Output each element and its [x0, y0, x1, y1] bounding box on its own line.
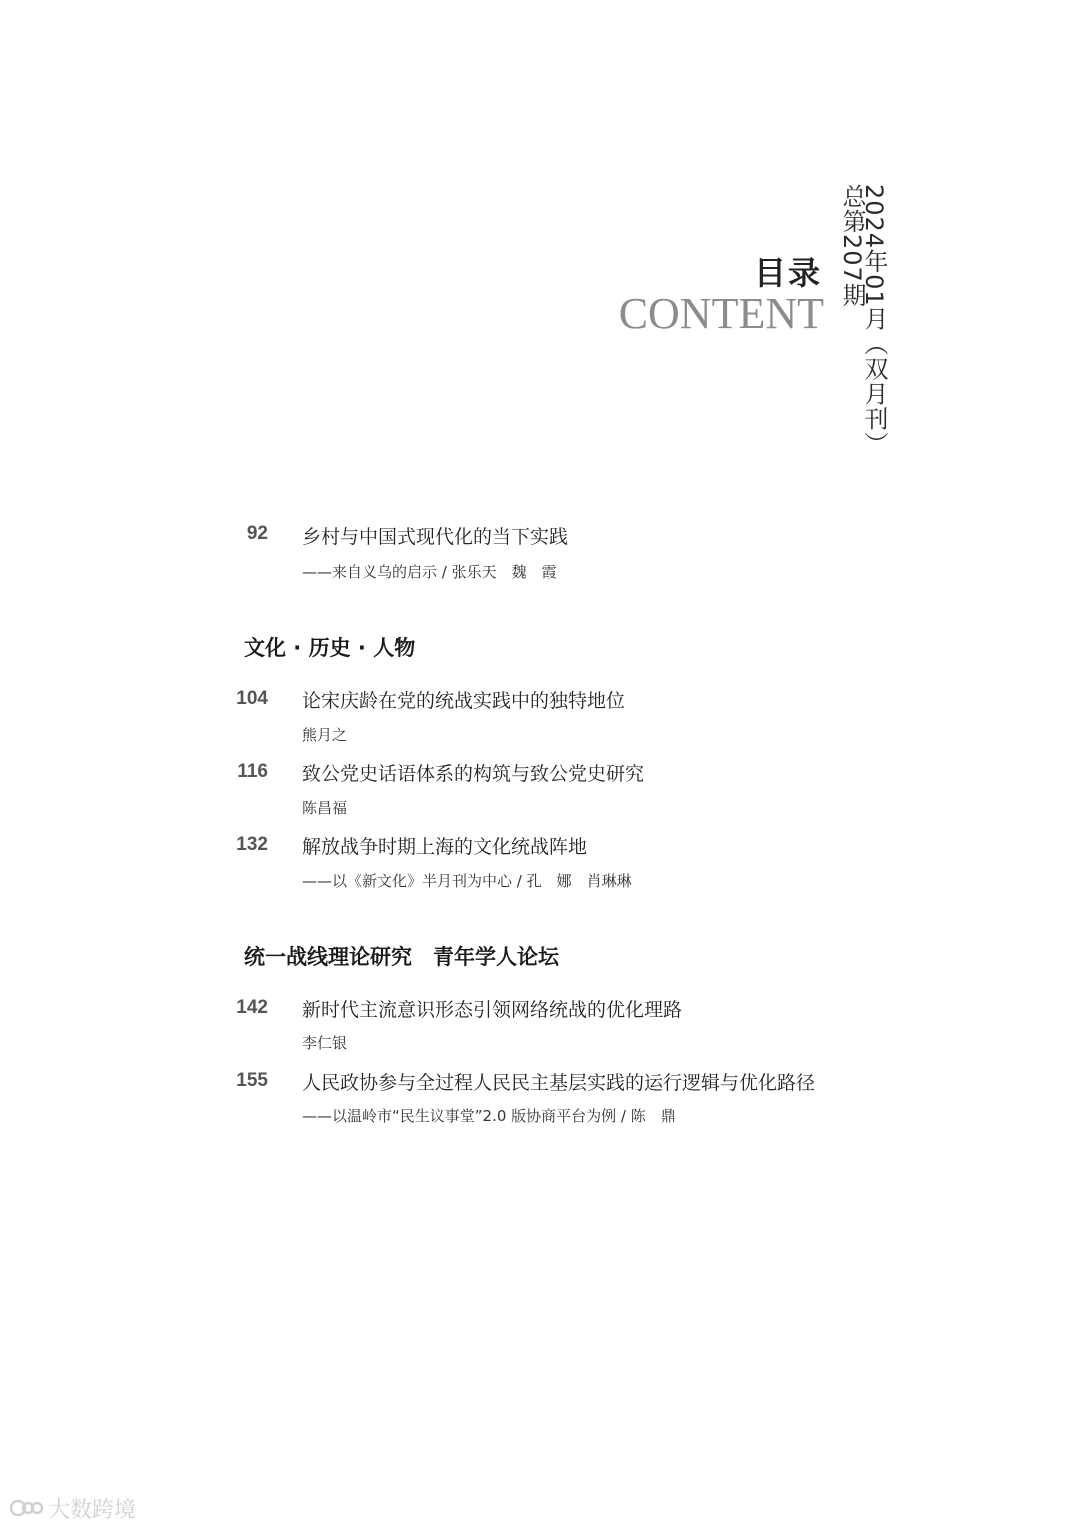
watermark — [10, 1493, 136, 1525]
article-title[interactable]: 乡村与中国式现代化的当下实践 — [302, 526, 569, 548]
article-subtitle: ——以《新文化》半月刊为中心 / 孔 娜 肖琳琳 — [302, 872, 632, 890]
page-number: 142 — [236, 997, 268, 1018]
article-subtitle: ——来自义乌的启示 / 张乐天 魏 霞 — [302, 563, 557, 581]
issue-date: 2024年01月（双月刊） — [860, 184, 888, 457]
page-number: 132 — [236, 834, 268, 855]
page-number: 116 — [237, 761, 268, 782]
page-number: 104 — [236, 688, 268, 709]
logo-icon — [10, 1497, 44, 1525]
article-title[interactable]: 人民政协参与全过程人民民主基层实践的运行逻辑与优化路径 — [302, 1072, 816, 1094]
article-author: 熊月之 — [302, 726, 348, 744]
article-title[interactable]: 新时代主流意识形态引领网络统战的优化理路 — [302, 999, 683, 1021]
page-title-en: CONTENT — [618, 289, 824, 338]
article-author: 李仁银 — [302, 1034, 348, 1052]
article-title[interactable]: 致公党史话语体系的构筑与致公党史研究 — [302, 763, 645, 785]
page-number: 92 — [246, 523, 268, 544]
issue-number: 总第207期 — [838, 184, 866, 308]
article-title[interactable]: 解放战争时期上海的文化统战阵地 — [302, 836, 588, 858]
section-heading: 文化 · 历史 · 人物 — [244, 636, 416, 660]
article-author: 陈昌福 — [302, 799, 348, 817]
watermark-text: 大数跨境 — [48, 1498, 137, 1523]
page-number: 155 — [236, 1070, 268, 1091]
article-title[interactable]: 论宋庆龄在党的统战实践中的独特地位 — [302, 690, 626, 712]
page-title-cn: 目录 — [753, 254, 822, 292]
article-subtitle: ——以温岭市“民生议事堂”2.0 版协商平台为例 / 陈 鼎 — [302, 1107, 676, 1125]
section-heading: 统一战线理论研究 青年学人论坛 — [244, 945, 559, 969]
